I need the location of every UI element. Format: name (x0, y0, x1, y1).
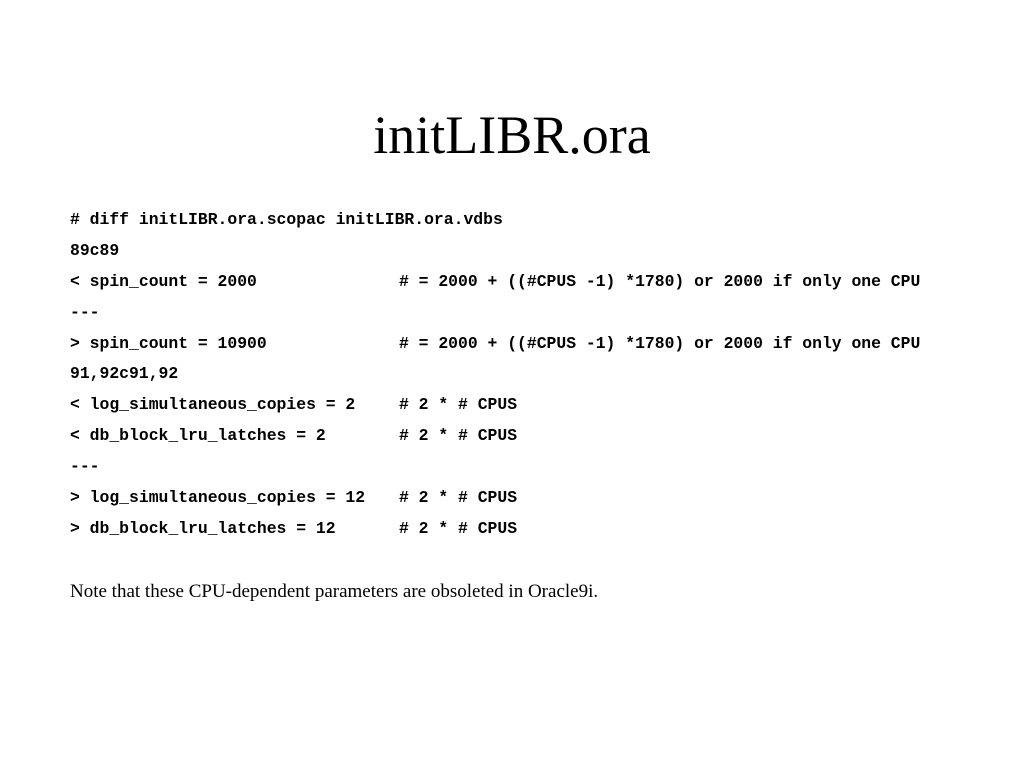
diff-line (70, 359, 970, 390)
diff-line (70, 329, 970, 360)
diff-line (70, 267, 970, 298)
diff-output (70, 205, 970, 545)
diff-line-code: 89c89 (70, 240, 120, 260)
slide-note: Note that these CPU-dependent parameters are obsoleted in Oracle9i. (70, 581, 599, 602)
diff-line (70, 205, 970, 236)
diff-line-comment: # 2 * # CPUS (399, 518, 518, 538)
diff-line-comment: # = 2000 + ((#CPUS -1) *1780) or 2000 if only one CPU (399, 333, 921, 353)
diff-line (70, 390, 970, 421)
diff-line-code: 91,92c91,92 (70, 364, 179, 384)
diff-line-code: < db_block_lru_latches = 2 (70, 426, 326, 446)
diff-line (70, 421, 970, 452)
slide-title: initLIBR.ora (373, 105, 651, 165)
diff-line (70, 236, 970, 267)
diff-line (70, 452, 970, 483)
diff-line-comment: # 2 * # CPUS (399, 395, 518, 415)
diff-line-code: < log_simultaneous_copies = 2 (70, 395, 356, 415)
diff-line-comment: # = 2000 + ((#CPUS -1) *1780) or 2000 if only one CPU (399, 271, 921, 291)
diff-line-code: --- (70, 302, 100, 322)
diff-line (70, 483, 970, 514)
diff-line-comment: # 2 * # CPUS (399, 488, 518, 508)
diff-line (70, 514, 970, 545)
diff-line-code: > db_block_lru_latches = 12 (70, 518, 336, 538)
diff-line-code: > spin_count = 10900 (70, 333, 267, 353)
diff-line-code: --- (70, 457, 100, 477)
diff-line-comment: # 2 * # CPUS (399, 426, 518, 446)
diff-line-code: < spin_count = 2000 (70, 271, 257, 291)
diff-line (70, 298, 970, 329)
diff-line-code: # diff initLIBR.ora.scopac initLIBR.ora.vdbs (70, 210, 503, 229)
diff-line-code: > log_simultaneous_copies = 12 (70, 488, 366, 508)
